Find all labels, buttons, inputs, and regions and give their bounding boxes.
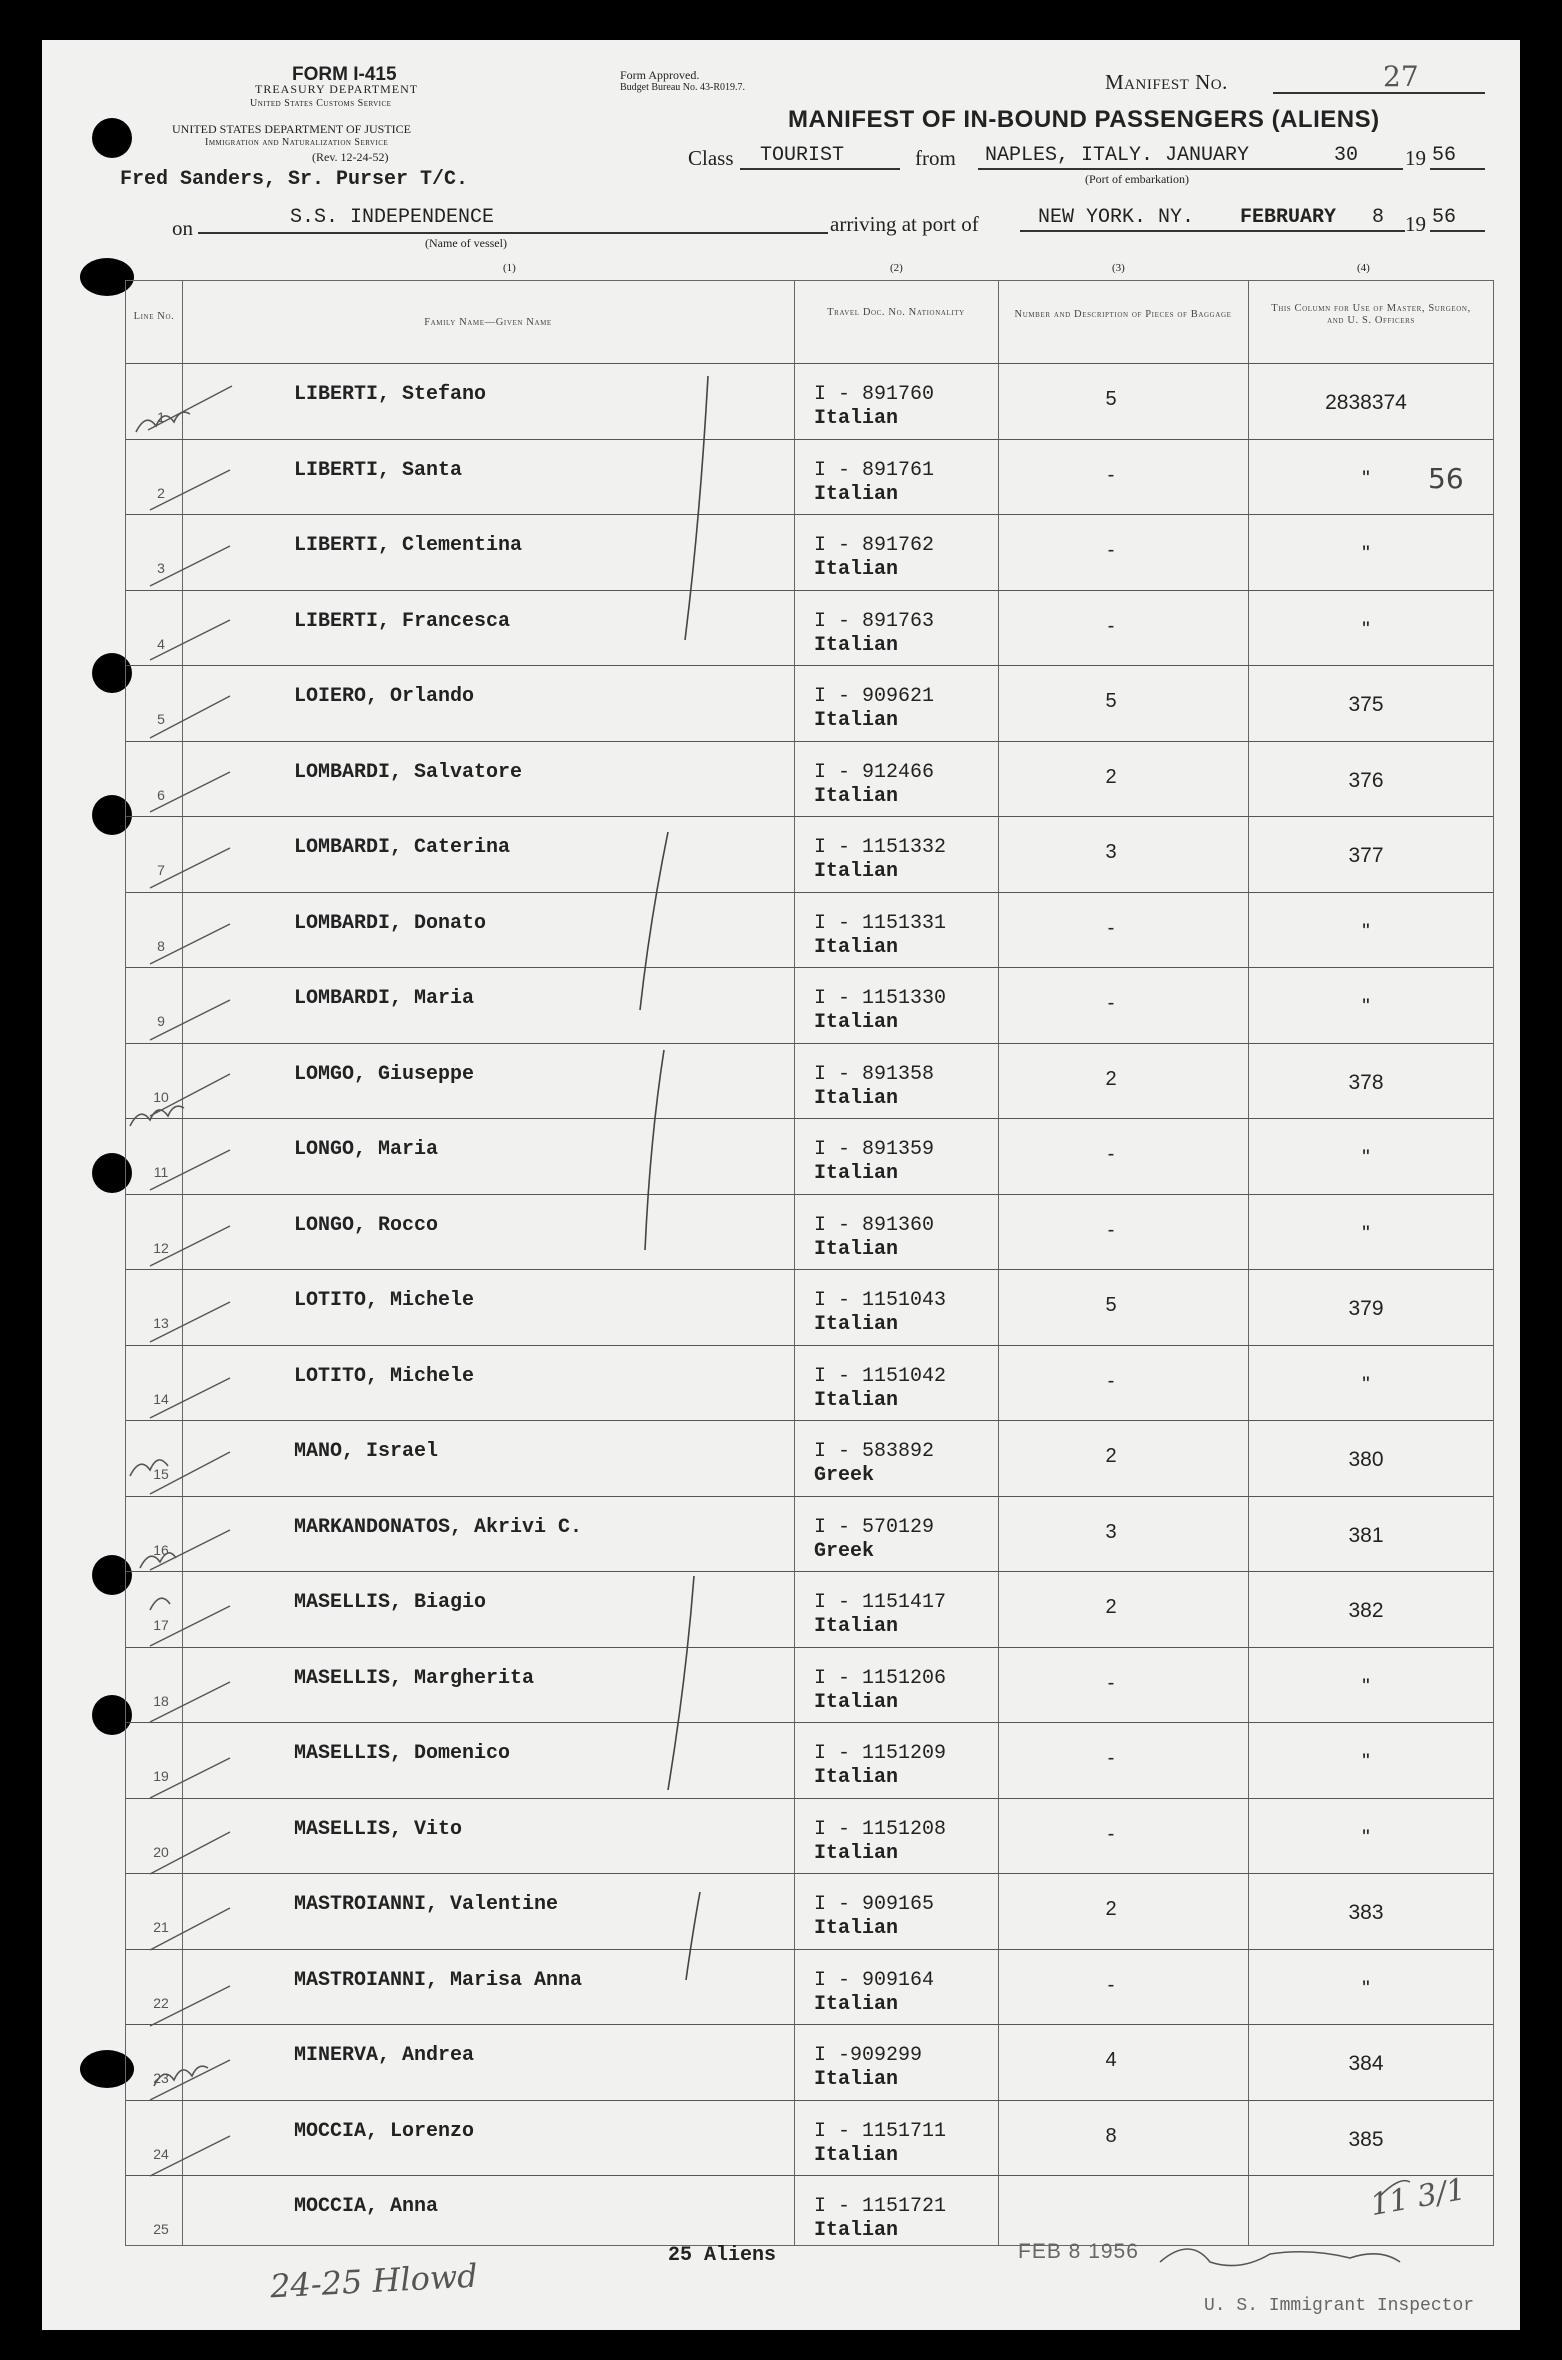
col-header-baggage: Number and Description of Pieces of Baggage xyxy=(1014,309,1232,320)
line-number: 1 xyxy=(157,409,165,425)
doc-number: I - 909165 xyxy=(814,1893,935,1916)
officer-number: " xyxy=(1362,919,1370,943)
line-number: 2 xyxy=(157,484,165,501)
officer-number: " xyxy=(1362,1674,1370,1698)
nationality: Italian xyxy=(814,2143,899,2167)
officer-number: 380 xyxy=(1348,1448,1384,1471)
passenger-name: MASELLIS, Biagio xyxy=(294,1591,487,1614)
doc-number: I - 570129 xyxy=(814,1515,935,1539)
nationality: Italian xyxy=(814,1388,899,1412)
officer-number: " xyxy=(1362,1825,1370,1849)
baggage-count: - xyxy=(1107,539,1115,561)
manifest-label: Manifest No. xyxy=(1105,70,1228,94)
line-number: 20 xyxy=(153,1843,169,1860)
arrival-day: 8 xyxy=(1372,206,1385,229)
col-header-line: Line No. xyxy=(133,311,175,322)
col-num: (1) xyxy=(503,262,516,274)
officer-number: 385 xyxy=(1348,2127,1384,2151)
doc-number: I - 1151331 xyxy=(814,911,947,935)
passenger-name: LOMGO, Giuseppe xyxy=(294,1062,475,1086)
baggage-count: 8 xyxy=(1105,2124,1117,2147)
nationality: Italian xyxy=(814,1011,899,1034)
class-label: Class xyxy=(688,146,734,170)
col-header-officers: This Column for Use of Master, Surgeon, and U. S. Officers xyxy=(1271,303,1471,326)
line-number: 22 xyxy=(153,1994,169,2011)
passenger-name: MASTROIANNI, Marisa Anna xyxy=(294,1968,583,1992)
doc-number: I - 891762 xyxy=(814,534,935,557)
nationality: Italian xyxy=(814,558,899,581)
nationality: Italian xyxy=(814,1237,899,1261)
baggage-count: 5 xyxy=(1105,388,1117,410)
nationality: Italian xyxy=(814,1313,899,1336)
baggage-count: - xyxy=(1107,463,1115,486)
form-approved: Form Approved. xyxy=(620,68,700,82)
doc-number: I - 1151042 xyxy=(814,1364,947,1388)
passenger-name: LONGO, Maria xyxy=(294,1138,439,1161)
arriving-label: arriving at port of xyxy=(830,212,979,236)
line-number: 6 xyxy=(157,786,165,803)
col-num: (2) xyxy=(890,262,903,274)
doc-number: I - 1151721 xyxy=(814,2195,947,2218)
baggage-count: 4 xyxy=(1105,2049,1117,2071)
officer-number: 375 xyxy=(1348,693,1384,716)
officer-number: " xyxy=(1362,1146,1370,1169)
col-num: (3) xyxy=(1112,262,1125,274)
nationality: Italian xyxy=(814,1841,899,1865)
doc-number: I - 1151332 xyxy=(814,836,947,859)
from-port: NAPLES, ITALY. JANUARY xyxy=(985,144,1250,167)
passenger-name: MANO, Israel xyxy=(294,1440,439,1463)
passenger-name: LONGO, Rocco xyxy=(294,1213,439,1237)
line-number: 13 xyxy=(153,1315,169,1331)
passenger-name: MASELLIS, Margherita xyxy=(294,1666,535,1690)
inspector-caption: U. S. Immigrant Inspector xyxy=(1204,2296,1475,2316)
handwritten-note: 24-25 Hlowd xyxy=(269,2256,479,2306)
nationality: Italian xyxy=(814,482,899,506)
line-number: 21 xyxy=(153,1919,169,1935)
doc-number: I -909299 xyxy=(814,2044,923,2067)
nationality: Italian xyxy=(814,1162,899,1185)
passenger-name: LIBERTI, Santa xyxy=(294,458,463,482)
passenger-name: LIBERTI, Clementina xyxy=(294,534,523,557)
nationality: Italian xyxy=(814,1766,899,1789)
purser: Fred Sanders, Sr. Purser T/C. xyxy=(120,168,469,191)
passenger-name: LIBERTI, Stefano xyxy=(294,383,487,406)
class-value: TOURIST xyxy=(760,144,845,167)
treasury-dept: TREASURY DEPARTMENT xyxy=(255,82,419,96)
officer-number: " xyxy=(1362,995,1370,1018)
officer-number: " xyxy=(1362,466,1370,490)
vessel-caption: (Name of vessel) xyxy=(425,236,507,250)
baggage-count: - xyxy=(1107,1973,1115,1996)
line-number: 24 xyxy=(153,2145,169,2162)
baggage-count: 2 xyxy=(1105,1596,1117,1618)
line-number: 15 xyxy=(153,1466,169,1482)
baggage-count: - xyxy=(1107,1369,1115,1392)
line-number: 19 xyxy=(153,1768,169,1784)
passenger-name: LOMBARDI, Donato xyxy=(294,911,487,935)
nationality: Greek xyxy=(814,1539,875,1563)
line-number: 8 xyxy=(157,937,165,954)
baggage-count: - xyxy=(1107,916,1115,939)
baggage-count: 5 xyxy=(1105,1294,1117,1316)
nationality: Greek xyxy=(814,1464,875,1487)
nationality: Italian xyxy=(814,860,899,883)
customs-service: United States Customs Service xyxy=(250,98,392,109)
nationality: Italian xyxy=(814,709,899,732)
officer-number: " xyxy=(1362,617,1370,641)
officer-number: " xyxy=(1362,542,1370,565)
nationality: Italian xyxy=(814,1992,899,2016)
nationality: Italian xyxy=(814,407,899,430)
arrival-year: 56 xyxy=(1432,206,1457,229)
baggage-count: 2 xyxy=(1105,1445,1117,1467)
nationality: Italian xyxy=(814,784,899,808)
passenger-name: LOTITO, Michele xyxy=(294,1289,475,1312)
officer-number: " xyxy=(1362,1750,1370,1773)
from-year-prefix: 19 xyxy=(1405,146,1426,170)
nationality: Italian xyxy=(814,2068,899,2091)
passenger-name: MINERVA, Andrea xyxy=(294,2044,475,2067)
on-label: on xyxy=(172,216,193,240)
embark-caption: (Port of embarkation) xyxy=(1085,172,1189,186)
line-number: 7 xyxy=(157,862,165,878)
baggage-count: 2 xyxy=(1105,765,1117,788)
from-year: 56 xyxy=(1432,144,1457,167)
line-number: 9 xyxy=(157,1013,165,1029)
budget-bureau: Budget Bureau No. 43-R019.7. xyxy=(620,82,745,93)
baggage-count: - xyxy=(1107,1747,1115,1769)
doc-number: I - 1151043 xyxy=(814,1289,947,1312)
line-number: 10 xyxy=(153,1088,169,1105)
doc-number: I - 1151208 xyxy=(814,1817,947,1841)
passenger-name: MASELLIS, Vito xyxy=(294,1817,463,1841)
doc-number: I - 1151209 xyxy=(814,1742,947,1765)
col-num: (4) xyxy=(1357,262,1370,274)
baggage-count: 5 xyxy=(1105,690,1117,712)
line-number: 4 xyxy=(157,635,165,652)
col-header-doc: Travel Doc. No. Nationality xyxy=(827,307,965,318)
passenger-name: MASELLIS, Domenico xyxy=(294,1742,511,1765)
officer-number: " xyxy=(1362,1372,1370,1396)
passenger-name: LOTITO, Michele xyxy=(294,1364,475,1388)
vessel-name: S.S. INDEPENDENCE xyxy=(290,206,495,229)
doc-number: I - 891760 xyxy=(814,383,935,406)
arrival-year-prefix: 19 xyxy=(1405,212,1426,236)
officer-number: " xyxy=(1362,1976,1370,2000)
date-stamp: FEB 8 1956 xyxy=(1018,2240,1139,2263)
officer-number: " xyxy=(1362,1221,1370,1245)
col-header-name: Family Name—Given Name xyxy=(424,317,552,328)
baggage-count: - xyxy=(1107,1218,1115,1241)
passenger-name: LOIERO, Orlando xyxy=(294,685,475,708)
line-number: 3 xyxy=(157,560,165,576)
line-number: 11 xyxy=(153,1164,169,1180)
line-number: 5 xyxy=(157,711,165,727)
line-number: 18 xyxy=(153,1692,169,1709)
officer-number: 382 xyxy=(1348,1599,1384,1622)
doc-number: I - 909164 xyxy=(814,1968,935,1992)
manifest-number: 27 xyxy=(1383,60,1419,93)
justice-dept: UNITED STATES DEPARTMENT OF JUSTICE xyxy=(172,122,412,136)
doc-number: I - 912466 xyxy=(814,760,935,784)
passenger-name: MOCCIA, Lorenzo xyxy=(294,2119,475,2143)
line-number: 12 xyxy=(153,1239,169,1256)
doc-number: I - 891763 xyxy=(814,609,935,633)
revision: (Rev. 12-24-52) xyxy=(312,150,389,164)
line-number: 14 xyxy=(153,1390,169,1407)
doc-number: I - 909621 xyxy=(814,685,935,708)
doc-number: I - 891360 xyxy=(814,1213,935,1237)
baggage-count: 3 xyxy=(1105,1520,1117,1543)
from-label: from xyxy=(915,146,956,170)
nationality: Italian xyxy=(814,1917,899,1940)
baggage-count: - xyxy=(1107,614,1115,637)
margin-note-56: 56 xyxy=(1428,462,1464,495)
officer-number: 383 xyxy=(1348,1901,1384,1924)
baggage-count: 3 xyxy=(1105,841,1117,863)
passenger-name: MARKANDONATOS, Akrivi C. xyxy=(294,1515,583,1539)
passenger-name: LOMBARDI, Maria xyxy=(294,987,475,1010)
baggage-count: - xyxy=(1107,1822,1115,1845)
doc-number: I - 1151417 xyxy=(814,1591,947,1614)
officer-number: 377 xyxy=(1348,844,1384,867)
nationality: Italian xyxy=(814,2219,899,2242)
line-number: 16 xyxy=(153,1541,169,1558)
doc-number: I - 1151711 xyxy=(814,2119,947,2143)
baggage-count: - xyxy=(1107,992,1115,1014)
total-aliens: 25 Aliens xyxy=(668,2244,777,2267)
passenger-name: MASTROIANNI, Valentine xyxy=(294,1893,559,1916)
page-title: MANIFEST OF IN-BOUND PASSENGERS (ALIENS) xyxy=(788,106,1380,133)
passenger-name: LOMBARDI, Salvatore xyxy=(294,760,523,784)
doc-number: I - 891761 xyxy=(814,458,935,482)
passenger-name: LIBERTI, Francesca xyxy=(294,609,511,633)
arrival-port: NEW YORK. NY. xyxy=(1038,206,1195,229)
nationality: Italian xyxy=(814,633,899,657)
margin-note-row25: 11 3/1 xyxy=(1367,2171,1469,2224)
baggage-count: 2 xyxy=(1105,1067,1117,1090)
officer-number: 379 xyxy=(1348,1297,1384,1320)
line-number: 25 xyxy=(153,2221,169,2237)
passenger-name: LOMBARDI, Caterina xyxy=(294,836,511,859)
doc-number: I - 891359 xyxy=(814,1138,935,1161)
officer-number: 376 xyxy=(1348,768,1384,792)
from-day: 30 xyxy=(1334,144,1359,167)
line-number: 17 xyxy=(153,1617,169,1633)
nationality: Italian xyxy=(814,1690,899,1714)
officer-number: 378 xyxy=(1348,1070,1384,1094)
arrival-month: FEBRUARY xyxy=(1240,206,1337,229)
nationality: Italian xyxy=(814,1615,899,1638)
doc-number: I - 583892 xyxy=(814,1440,935,1463)
officer-number: 2838374 xyxy=(1325,391,1407,414)
form-id: FORM I-415 xyxy=(292,64,397,85)
line-number: 23 xyxy=(153,2070,169,2086)
doc-number: I - 891358 xyxy=(814,1062,935,1086)
baggage-count: - xyxy=(1107,1671,1115,1694)
officer-number: 381 xyxy=(1348,1523,1384,1547)
baggage-count: 2 xyxy=(1105,1898,1117,1920)
nationality: Italian xyxy=(814,935,899,959)
doc-number: I - 1151330 xyxy=(814,987,947,1010)
baggage-count: - xyxy=(1107,1143,1115,1165)
officer-number: 384 xyxy=(1348,2052,1384,2075)
nationality: Italian xyxy=(814,1086,899,1110)
passenger-name: MOCCIA, Anna xyxy=(294,2195,439,2218)
doc-number: I - 1151206 xyxy=(814,1666,947,1690)
ins-service: Immigration and Naturalization Service xyxy=(205,137,389,148)
